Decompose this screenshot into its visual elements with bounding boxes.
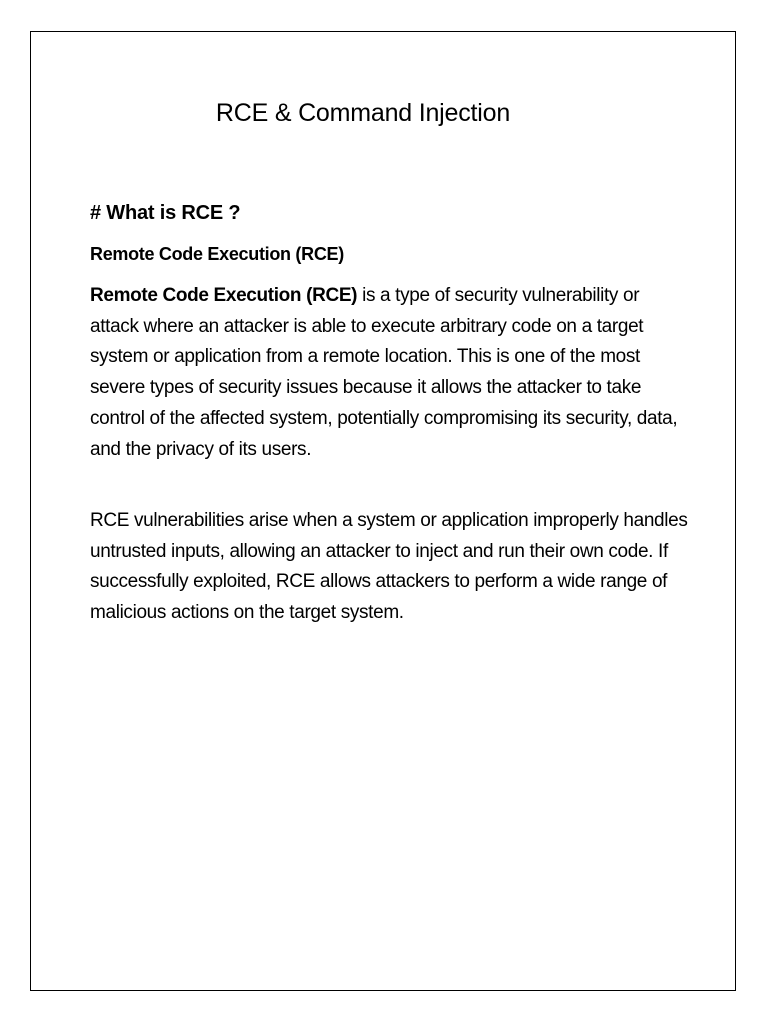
paragraph-rce-causes: RCE vulnerabilities arise when a system or application improperly handles untrusted inputs, allowing an attacker to inject and run their own code. If successfully exploited, RCE allows attackers to perform a wide range of malicious actions on the target system. (90, 510, 688, 624)
section-heading: # What is RCE ? (90, 202, 241, 224)
paragraph-body-text: is a type of security vulnerability or attack where an attacker is able to execute arbitrary code on a target system or application from a remote location. This is one of the most severe types of security issues because it allows the attacker to take control of the affected system, potentially compromising its security, data, and the privacy of its users. (90, 285, 678, 460)
document-title: RCE & Command Injection (215, 99, 511, 127)
paragraph-bold-lead: Remote Code Execution (RCE) (90, 285, 358, 306)
subheading: Remote Code Execution (RCE) (90, 244, 344, 264)
paragraph-rce-definition (90, 281, 690, 465)
